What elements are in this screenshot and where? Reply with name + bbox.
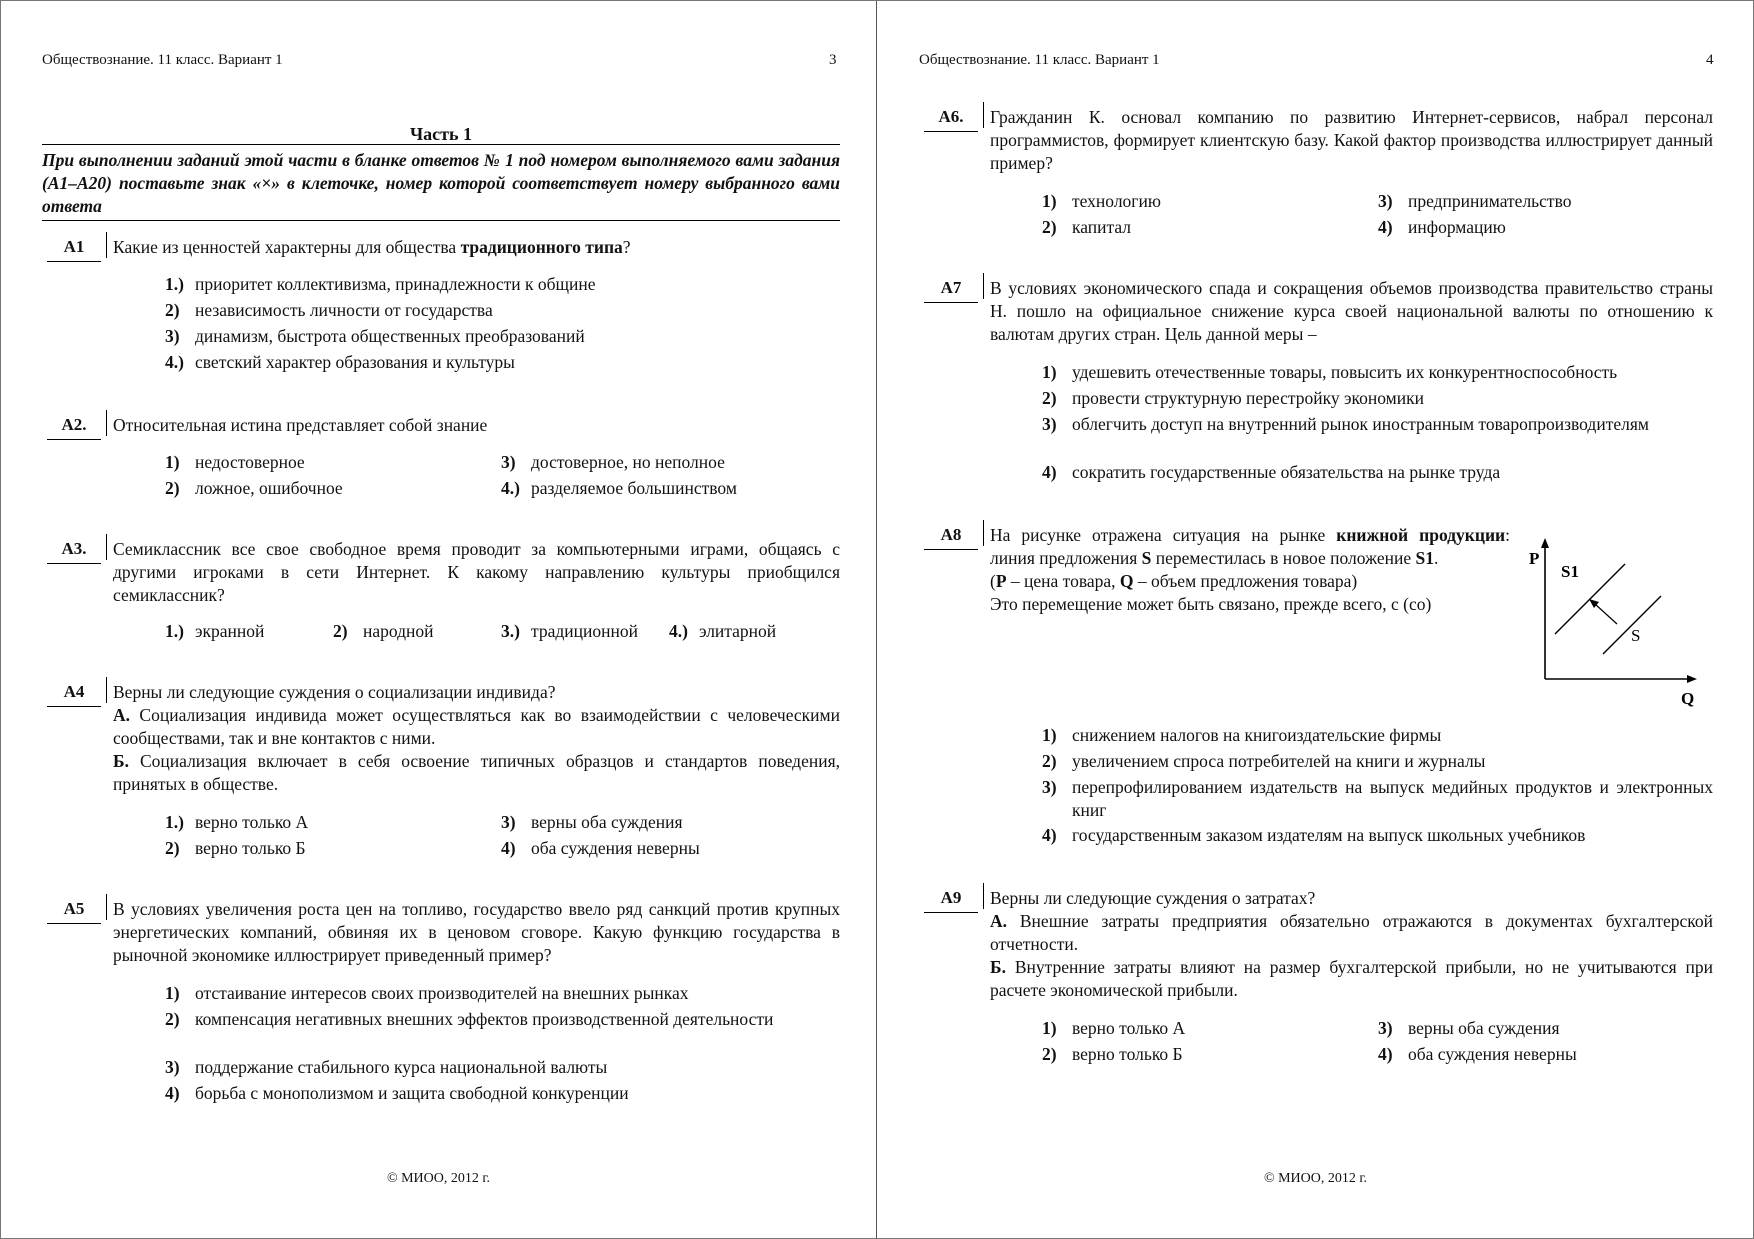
option-number: 2) xyxy=(165,478,180,498)
option-text: верно только Б xyxy=(195,838,306,858)
option-number: 1) xyxy=(165,452,180,472)
answer-option-4[interactable] xyxy=(1378,1043,1577,1066)
option-text: информацию xyxy=(1408,217,1506,237)
question-text xyxy=(113,681,840,796)
option-number: 2) xyxy=(165,838,180,858)
option-number: 4) xyxy=(165,1083,180,1103)
answer-option-4[interactable] xyxy=(669,620,776,643)
supply-shift-graph xyxy=(1531,524,1713,714)
page-header: Обществознание. 11 класс. Вариант 1 xyxy=(42,52,283,68)
question-label: A1 xyxy=(47,236,101,262)
statement-b xyxy=(113,750,840,796)
graph-label-p: P xyxy=(1529,549,1540,568)
option-text: недостоверное xyxy=(195,452,305,472)
answer-option-3[interactable] xyxy=(1042,776,1713,822)
answer-option-2[interactable] xyxy=(165,837,306,860)
question-label: A2. xyxy=(47,414,101,440)
price-axis-arrow xyxy=(1541,538,1549,548)
answer-option-3[interactable] xyxy=(501,811,683,834)
statement-text: Социализация индивида может осуществляться как во взаимодействии с человеческими сообществами, так и вне контактов с ними. xyxy=(113,705,840,748)
question-label: A4 xyxy=(47,681,101,707)
option-text: верны оба суждения xyxy=(1408,1018,1560,1038)
option-text: отстаивание интересов своих производителей на внешних рынках xyxy=(195,983,689,1003)
graph-label-q: Q xyxy=(1681,689,1695,708)
answer-option-2[interactable] xyxy=(1042,387,1424,410)
statement-a xyxy=(113,704,840,750)
option-number: 3) xyxy=(1378,191,1393,211)
option-text: оба суждения неверны xyxy=(1408,1044,1577,1064)
option-text: традиционной xyxy=(531,621,638,641)
answer-option-3[interactable] xyxy=(1042,413,1713,436)
option-text: верно только Б xyxy=(1072,1044,1183,1064)
instructions: При выполнении заданий этой части в бланке ответов № 1 под номером выполняемого вами задания (A1–A20) поставьте знак «×» в клеточке, номер которой соответствует номеру выбранного вами ответа xyxy=(42,144,840,221)
part-title: Часть 1 xyxy=(409,124,473,144)
answer-option-1[interactable] xyxy=(165,273,596,296)
option-text: экранной xyxy=(195,621,265,641)
option-number: 4) xyxy=(1042,825,1057,845)
option-number: 2) xyxy=(1042,388,1057,408)
option-text: разделяемое большинством xyxy=(531,478,737,498)
question-label: A8 xyxy=(924,524,978,550)
option-text: перепрофилированием издательств на выпуск медийных продуктов и электронных книг xyxy=(1072,777,1713,820)
answer-option-3[interactable] xyxy=(501,620,638,643)
question-label: A7 xyxy=(924,277,978,303)
answer-option-2[interactable] xyxy=(165,477,343,500)
option-text: достоверное, но неполное xyxy=(531,452,725,472)
question-text: В условиях экономического спада и сокращения объемов производства правительство страны Н. пошло на официальное снижение курса своей национальной валюты по отношению к валютам других стран. Цель данной меры – xyxy=(990,278,1713,344)
question-text xyxy=(990,524,1510,616)
option-number: 4) xyxy=(1378,217,1393,237)
text-part: ( xyxy=(990,571,996,591)
option-text: независимость личности от государства xyxy=(195,300,493,320)
answer-option-1[interactable] xyxy=(1042,190,1161,213)
option-number: 1) xyxy=(1042,362,1057,382)
option-text: борьба с монополизмом и защита свободной конкуренции xyxy=(195,1083,629,1103)
answer-option-3[interactable] xyxy=(501,451,725,474)
answer-option-4[interactable] xyxy=(501,837,700,860)
option-text: народной xyxy=(363,621,434,641)
option-text: светский характер образования и культуры xyxy=(195,352,515,372)
statement-text: Внешние затраты предприятия обязательно отражаются в документах бухгалтерской отчетности. xyxy=(990,911,1713,954)
question-label: A5 xyxy=(47,898,101,924)
text-part: На рисунке отражена ситуация на рынке xyxy=(990,525,1337,545)
supply-line-s xyxy=(1603,596,1661,654)
option-number: 1.) xyxy=(165,621,184,641)
text-bold: традиционного типа xyxy=(460,237,623,257)
answer-option-2[interactable] xyxy=(165,1008,840,1031)
answer-option-1[interactable] xyxy=(165,451,305,474)
option-text: государственным заказом издателям на выпуск школьных учебников xyxy=(1072,825,1586,845)
option-number: 1) xyxy=(165,983,180,1003)
option-number: 4) xyxy=(501,838,516,858)
statement-label: А. xyxy=(990,911,1008,931)
answer-option-4[interactable] xyxy=(165,1082,629,1105)
page-number: 4 xyxy=(1706,52,1714,68)
statement-label: А. xyxy=(113,705,131,725)
text-part: переместилась в новое положение xyxy=(1151,548,1416,568)
statement-text: Социализация включает в себя освоение типичных образцов и стандартов поведения, принятых в обществе. xyxy=(113,751,840,794)
option-number: 2) xyxy=(1042,1044,1057,1064)
statement-text: Внутренние затраты влияют на размер бухгалтерской прибыли, но не учитываются при расчете экономической прибыли. xyxy=(990,957,1713,1000)
option-number: 4.) xyxy=(165,352,184,372)
question-text: Семиклассник все свое свободное время проводит за компьютерными играми, общаясь с другими игроками в сети Интернет. К какому направлению культуры приобщился семиклассник? xyxy=(113,539,840,605)
text-part: Какие из ценностей характерны для общества xyxy=(113,237,461,257)
page-4 xyxy=(878,1,1753,1238)
answer-option-1[interactable] xyxy=(1042,1017,1185,1040)
option-number: 1.) xyxy=(165,274,184,294)
option-text: ложное, ошибочное xyxy=(195,478,343,498)
option-number: 4.) xyxy=(669,621,688,641)
answer-option-3[interactable] xyxy=(165,1056,607,1079)
text-part: . xyxy=(1434,548,1439,568)
option-number: 3) xyxy=(1042,777,1057,797)
option-text: оба суждения неверны xyxy=(531,838,700,858)
question-text: В условиях увеличения роста цен на топливо, государство ввело ряд санкций против крупных энергетических компаний, обвиняя их в ценовом сговоре. Какую функцию государства в рыночной экономике иллюстрирует приведенный пример? xyxy=(113,899,840,965)
text-part: : линия предложения xyxy=(990,525,1510,568)
option-text: провести структурную перестройку экономики xyxy=(1072,388,1424,408)
text-bold: книжной продукции xyxy=(1336,525,1506,545)
answer-option-3[interactable] xyxy=(165,325,585,348)
option-number: 3) xyxy=(1042,414,1057,434)
statement-label: Б. xyxy=(990,957,1006,977)
question-label: A6. xyxy=(924,106,978,132)
text-part: ? xyxy=(622,237,631,257)
quantity-axis-arrow xyxy=(1687,675,1697,683)
answer-option-3[interactable] xyxy=(1378,190,1571,213)
option-text: верны оба суждения xyxy=(531,812,683,832)
question-text: Гражданин К. основал компанию по развитию Интернет-сервисов, набрал персонал программистов, формирует клиентскую базу. Какой фактор производства иллюстрирует данный пример? xyxy=(990,107,1713,173)
question-prompt: Это перемещение может быть связано, прежде всего, с (со) xyxy=(990,594,1432,614)
text-bold: S1 xyxy=(1415,548,1434,568)
option-number: 3.) xyxy=(501,621,520,641)
option-text: динамизм, быстрота общественных преобразований xyxy=(195,326,585,346)
option-number: 1) xyxy=(1042,191,1057,211)
option-number: 4) xyxy=(1378,1044,1393,1064)
option-number: 3) xyxy=(165,1057,180,1077)
option-text: компенсация негативных внешних эффектов производственной деятельности xyxy=(195,1009,774,1029)
option-text: облегчить доступ на внутренний рынок иностранным товаропроизводителям xyxy=(1072,414,1649,434)
option-text: увеличением спроса потребителей на книги и журналы xyxy=(1072,751,1486,771)
answer-option-1[interactable] xyxy=(1042,724,1441,747)
option-number: 1) xyxy=(1042,725,1057,745)
answer-option-2[interactable] xyxy=(1042,216,1131,239)
option-text: поддержание стабильного курса национальной валюты xyxy=(195,1057,608,1077)
option-number: 2) xyxy=(333,621,348,641)
question-text xyxy=(990,887,1713,1002)
question-stem xyxy=(990,524,1510,570)
question-text: Относительная истина представляет собой знание xyxy=(113,415,488,435)
option-text: сократить государственные обязательства на рынке труда xyxy=(1072,462,1501,482)
answer-option-1[interactable] xyxy=(1042,361,1617,384)
graph-label-s: S xyxy=(1631,626,1641,645)
answer-option-2[interactable] xyxy=(1042,750,1485,773)
option-number: 3) xyxy=(1378,1018,1393,1038)
shift-arrow xyxy=(1595,604,1617,624)
answer-option-4[interactable] xyxy=(501,477,737,500)
question-label: A9 xyxy=(924,887,978,913)
text-bold: P xyxy=(995,571,1007,591)
answer-option-2[interactable] xyxy=(333,620,434,643)
statement-b xyxy=(990,956,1713,1002)
text-part: – объем предложения товара) xyxy=(1133,571,1358,591)
option-number: 4) xyxy=(1042,462,1057,482)
page-3 xyxy=(1,1,877,1238)
option-number: 2) xyxy=(165,1009,180,1029)
option-text: приоритет коллективизма, принадлежности к общине xyxy=(195,274,596,294)
answer-option-4[interactable] xyxy=(1042,461,1500,484)
question-stem: Верны ли следующие суждения о затратах? xyxy=(990,888,1316,908)
question-text xyxy=(113,236,840,259)
option-number: 3) xyxy=(501,812,516,832)
answer-option-1[interactable] xyxy=(165,982,689,1005)
option-text: технологию xyxy=(1072,191,1161,211)
option-number: 2) xyxy=(1042,217,1057,237)
page-number: 3 xyxy=(829,52,837,68)
option-text: верно только А xyxy=(1072,1018,1186,1038)
statement-a xyxy=(990,910,1713,956)
option-number: 2) xyxy=(165,300,180,320)
option-text: капитал xyxy=(1072,217,1132,237)
question-label: A3. xyxy=(47,538,101,564)
answer-option-1[interactable] xyxy=(165,620,264,643)
option-number: 3) xyxy=(165,326,180,346)
answer-option-3[interactable] xyxy=(1378,1017,1560,1040)
option-text: верно только А xyxy=(195,812,309,832)
answer-option-2[interactable] xyxy=(1042,1043,1183,1066)
graph-label-s1: S1 xyxy=(1561,562,1579,581)
page-footer: © МИОО, 2012 г. xyxy=(386,1171,491,1186)
option-number: 1) xyxy=(1042,1018,1057,1038)
text-bold: Q xyxy=(1119,571,1134,591)
text-bold: S xyxy=(1141,548,1152,568)
answer-option-1[interactable] xyxy=(165,811,308,834)
option-text: элитарной xyxy=(699,621,777,641)
option-number: 2) xyxy=(1042,751,1057,771)
question-stem: Верны ли следующие суждения о социализации индивида? xyxy=(113,682,556,702)
legend-line xyxy=(990,570,1510,593)
answer-option-4[interactable] xyxy=(1378,216,1506,239)
text-part: – цена товара, xyxy=(1006,571,1120,591)
option-text: снижением налогов на книгоиздательские фирмы xyxy=(1072,725,1442,745)
option-number: 3) xyxy=(501,452,516,472)
option-text: удешевить отечественные товары, повысить их конкурентноспособность xyxy=(1072,362,1618,382)
answer-option-4[interactable] xyxy=(1042,824,1585,847)
option-number: 1.) xyxy=(165,812,184,832)
page-footer: © МИОО, 2012 г. xyxy=(1263,1171,1368,1186)
page-header: Обществознание. 11 класс. Вариант 1 xyxy=(919,52,1160,68)
answer-option-2[interactable] xyxy=(165,299,493,322)
option-number: 4.) xyxy=(501,478,520,498)
statement-label: Б. xyxy=(113,751,129,771)
option-text: предпринимательство xyxy=(1408,191,1572,211)
answer-option-4[interactable] xyxy=(165,351,515,374)
